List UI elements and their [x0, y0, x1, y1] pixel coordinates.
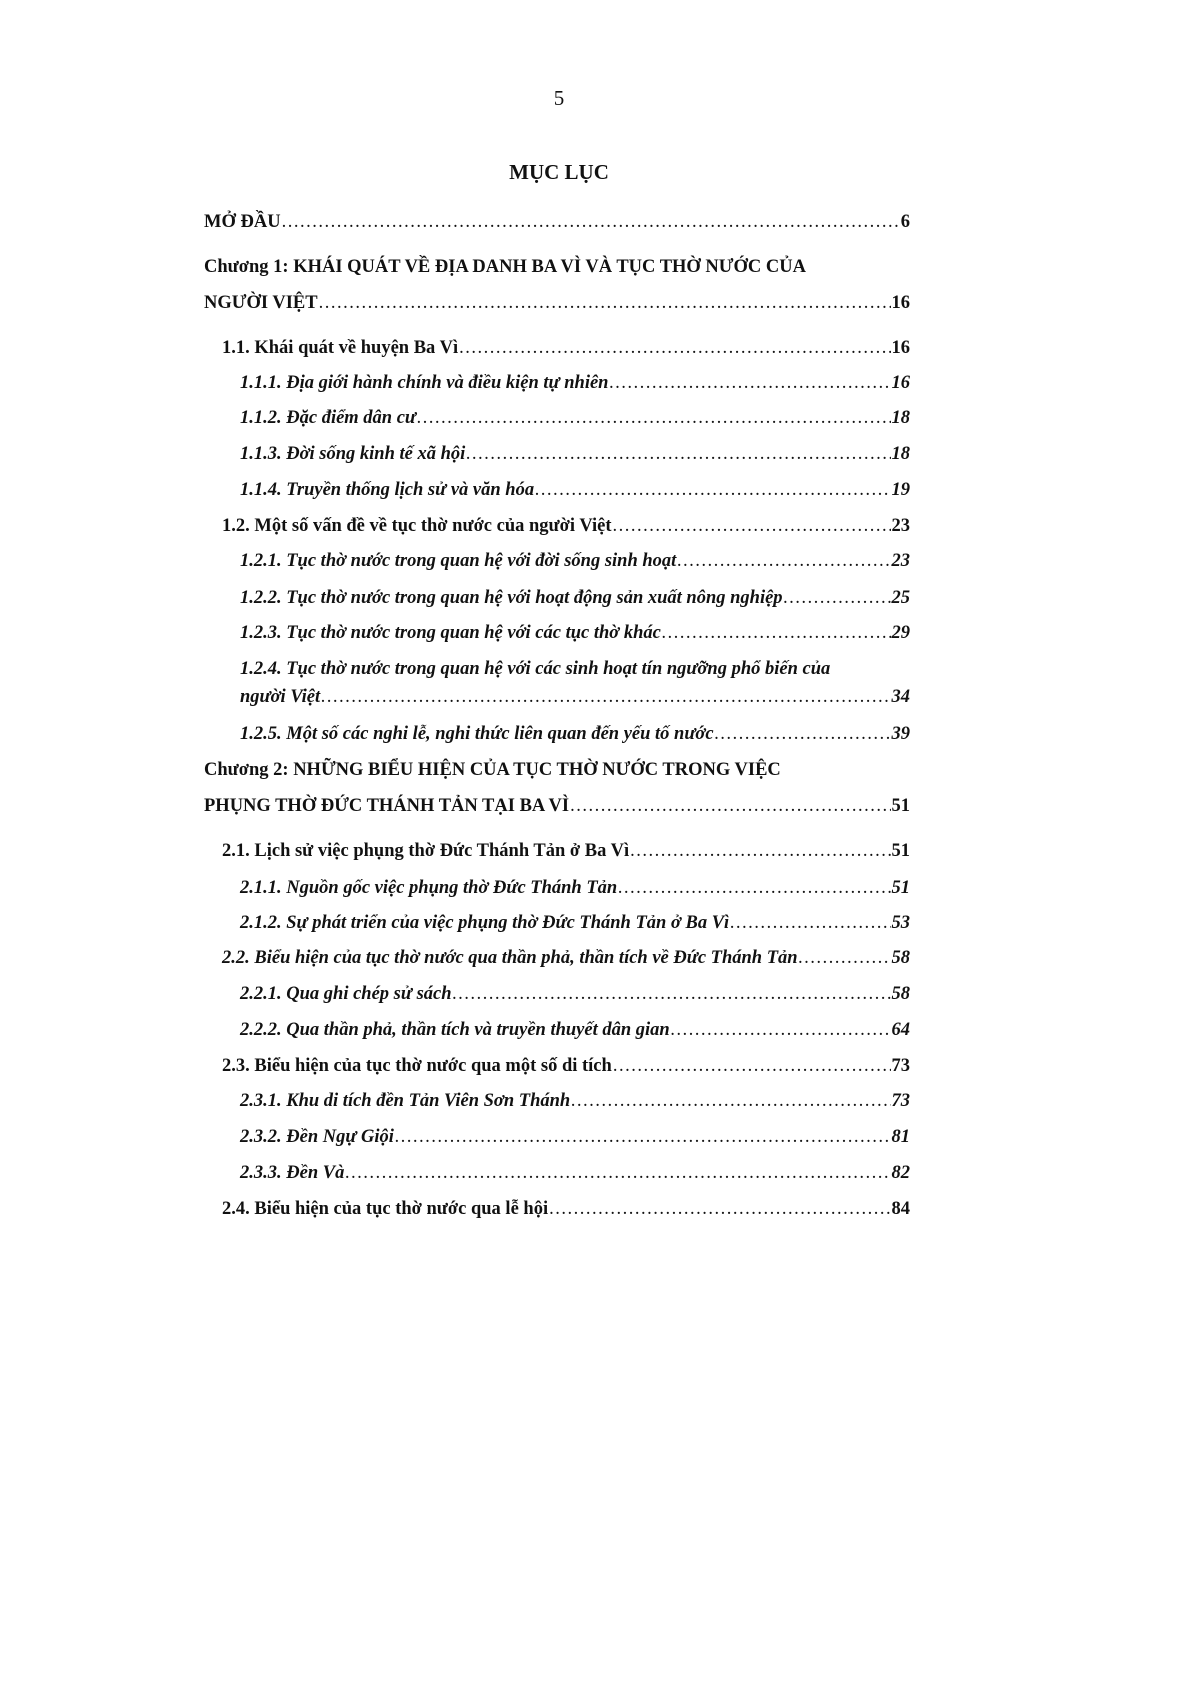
toc-entry-2-3-1[interactable]: 2.3.1. Khu di tích đền Tản Viên Sơn Thánh ..... 73	[240, 1090, 910, 1112]
dot-leader	[282, 211, 900, 233]
dot-leader	[662, 622, 891, 644]
dot-leader	[613, 1055, 891, 1077]
toc-entry-1-2-2[interactable]: 1.2.2. Tục thờ nước trong quan hệ với hoạt động sản xuất nông nghiệp ..... 25	[240, 587, 910, 609]
toc-entry-1-2-5[interactable]: 1.2.5. Một số các nghi lễ, nghi thức liên quan đến yếu tố nước ..... 39	[240, 723, 910, 745]
toc-entry-1-1-4[interactable]: 1.1.4. Truyền thống lịch sử và văn hóa ..... 19	[240, 479, 910, 501]
page-ref: 23	[891, 551, 910, 571]
toc-entry-1-1[interactable]: 1.1. Khái quát về huyện Ba Vì ..... 16	[222, 337, 910, 359]
dot-leader	[613, 515, 891, 537]
dot-leader	[571, 1090, 890, 1112]
toc-entry-2-1-1[interactable]: 2.1.1. Nguồn gốc việc phụng thờ Đức Thánh Tản ..... 51	[240, 877, 910, 899]
toc-entry-2-1[interactable]: 2.1. Lịch sử việc phụng thờ Đức Thánh Tản ở Ba Vì ..... 51	[222, 840, 910, 862]
page-ref: 82	[891, 1163, 910, 1183]
page-ref: 64	[891, 1020, 910, 1040]
page-ref: 23	[891, 516, 910, 536]
page-ref: 29	[891, 623, 910, 643]
toc-entry-1-1-2[interactable]: 1.1.2. Đặc điểm dân cư ..... 18	[240, 407, 910, 429]
dot-leader	[715, 723, 891, 745]
dot-leader	[784, 587, 891, 609]
toc-entry-1-1-1[interactable]: 1.1.1. Địa giới hành chính và điều kiện tự nhiên ..... 16	[240, 372, 910, 394]
page-ref: 16	[891, 293, 910, 313]
page-ref: 53	[891, 913, 910, 933]
dot-leader	[609, 372, 890, 394]
dot-leader	[535, 479, 890, 501]
dot-leader	[417, 407, 890, 429]
page-ref: 19	[891, 480, 910, 500]
page-ref: 18	[891, 408, 910, 428]
dot-leader	[453, 983, 891, 1005]
dot-leader	[319, 292, 891, 314]
toc-entry-chapter-1[interactable]: Chương 1: KHÁI QUÁT VỀ ĐỊA DANH BA VÌ VÀ TỤC THỜ NƯỚC CỦA NGƯỜI VIỆT ..... 16	[204, 256, 910, 314]
dot-leader	[549, 1198, 890, 1220]
toc-entry-2-3-3[interactable]: 2.3.3. Đền Và ..... 82	[240, 1162, 910, 1184]
dot-leader	[618, 877, 890, 899]
page-ref: 81	[891, 1127, 910, 1147]
page-ref: 16	[891, 373, 910, 393]
toc-entry-2-4[interactable]: 2.4. Biểu hiện của tục thờ nước qua lễ hội ..... 84	[222, 1198, 910, 1220]
dot-leader	[799, 947, 891, 969]
toc-entry-2-2-1[interactable]: 2.2.1. Qua ghi chép sử sách ..... 58	[240, 983, 910, 1005]
toc-entry-2-2[interactable]: 2.2. Biểu hiện của tục thờ nước qua thần phả, thần tích về Đức Thánh Tản ..... 58	[222, 947, 910, 969]
page-ref: 73	[891, 1091, 910, 1111]
page-ref: 16	[891, 338, 910, 358]
page-number: 5	[553, 86, 565, 110]
page-ref: 39	[891, 724, 910, 744]
dot-leader	[321, 686, 890, 708]
dot-leader	[671, 1019, 891, 1041]
page-title: MỤC LỤC	[509, 160, 609, 184]
toc-entry-2-3-2[interactable]: 2.3.2. Đền Ngự Giội ..... 81	[240, 1126, 910, 1148]
toc-entry-mo-dau[interactable]: MỞ ĐẦU ..... 6	[204, 211, 910, 233]
dot-leader	[677, 550, 890, 572]
page-ref: 73	[891, 1056, 910, 1076]
toc-entry-chapter-2[interactable]: Chương 2: NHỮNG BIỂU HIỆN CỦA TỤC THỜ NƯỚC TRONG VIỆC PHỤNG THỜ ĐỨC THÁNH TẢN TẠI BA VÌ ..... 51	[204, 759, 910, 817]
page-ref: 18	[891, 444, 910, 464]
toc-entry-1-2[interactable]: 1.2. Một số vấn đề về tục thờ nước của người Việt ..... 23	[222, 515, 910, 537]
toc-entry-1-2-4[interactable]: 1.2.4. Tục thờ nước trong quan hệ với các sinh hoạt tín ngưỡng phổ biến của người Việt ..... 34	[240, 658, 910, 708]
dot-leader	[570, 795, 890, 817]
dot-leader	[395, 1126, 891, 1148]
dot-leader	[459, 337, 890, 359]
toc-entry-2-2-2[interactable]: 2.2.2. Qua thần phả, thần tích và truyền thuyết dân gian ..... 64	[240, 1019, 910, 1041]
page-ref: 6	[900, 212, 910, 232]
dot-leader	[345, 1162, 890, 1184]
page-ref: 51	[891, 878, 910, 898]
toc-entry-1-2-3[interactable]: 1.2.3. Tục thờ nước trong quan hệ với các tục thờ khác ..... 29	[240, 622, 910, 644]
page-ref: 51	[891, 796, 910, 816]
toc-entry-1-2-1[interactable]: 1.2.1. Tục thờ nước trong quan hệ với đời sống sinh hoạt ..... 23	[240, 550, 910, 572]
toc-entry-2-1-2[interactable]: 2.1.2. Sự phát triển của việc phụng thờ Đức Thánh Tản ở Ba Vì ..... 53	[240, 912, 910, 934]
dot-leader	[730, 912, 890, 934]
page-ref: 34	[891, 687, 910, 707]
toc-entry-1-1-3[interactable]: 1.1.3. Đời sống kinh tế xã hội ..... 18	[240, 443, 910, 465]
toc-entry-2-3[interactable]: 2.3. Biểu hiện của tục thờ nước qua một số di tích ..... 73	[222, 1055, 910, 1077]
page-ref: 25	[891, 588, 910, 608]
page-ref: 58	[891, 984, 910, 1004]
dot-leader	[466, 443, 890, 465]
page-ref: 58	[891, 948, 910, 968]
page-ref: 84	[891, 1199, 910, 1219]
page-ref: 51	[891, 841, 910, 861]
dot-leader	[630, 840, 890, 862]
